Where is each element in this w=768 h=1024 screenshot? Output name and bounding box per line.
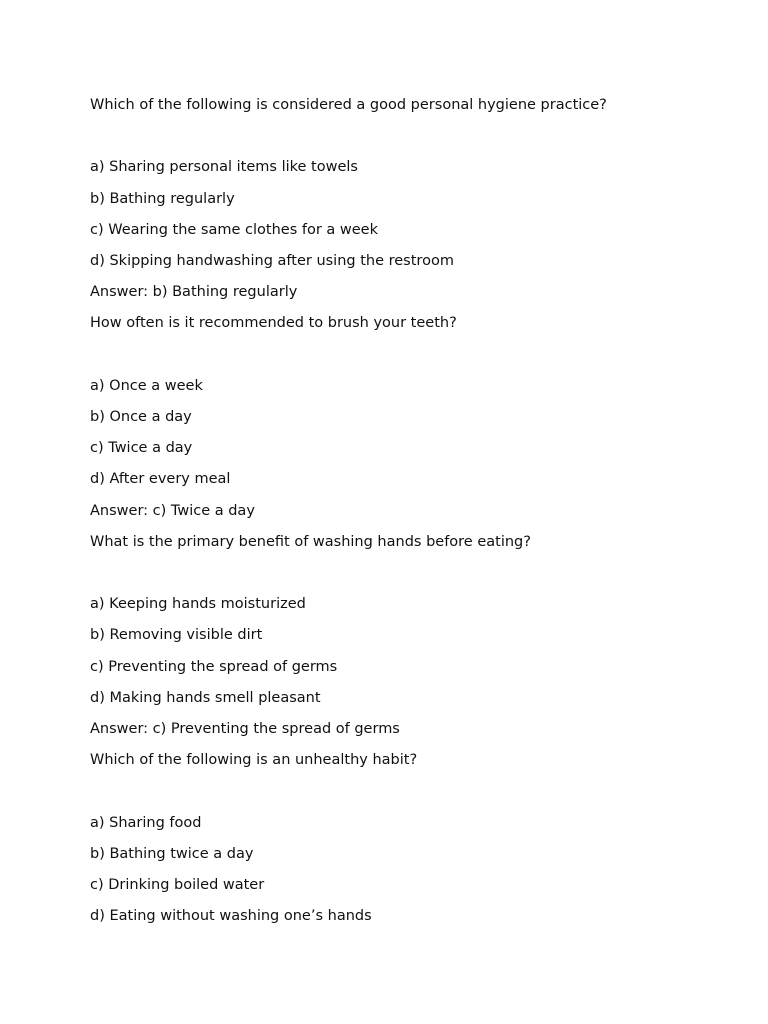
answer-text: Answer: c) Preventing the spread of germs [90, 721, 400, 738]
question-text: Which of the following is an unhealthy habit? [90, 752, 418, 769]
question-block-1 [90, 90, 730, 308]
question-block-4 [90, 745, 730, 932]
quiz-document [90, 90, 730, 932]
option-a: a) Keeping hands moisturized [90, 596, 306, 613]
option-d: d) Skipping handwashing after using the restroom [90, 253, 454, 269]
option-c: c) Wearing the same clothes for a week [90, 221, 378, 238]
question-text: How often is it recommended to brush your teeth? [90, 315, 457, 332]
option-c: c) Drinking boiled water [90, 877, 265, 894]
answer-text: Answer: b) Bathing regularly [90, 284, 298, 301]
option-b: b) Bathing twice a day [90, 845, 254, 862]
option-a: a) Once a week [90, 377, 203, 394]
question-block-3 [90, 527, 730, 745]
option-c: c) Twice a day [90, 440, 193, 457]
question-text: Which of the following is considered a good personal hygiene practice? [90, 97, 607, 113]
option-d: d) Making hands smell pleasant [90, 689, 321, 706]
question-block-2 [90, 308, 730, 526]
option-b: b) Bathing regularly [90, 190, 235, 207]
question-text: What is the primary benefit of washing hands before eating? [90, 533, 531, 550]
option-c: c) Preventing the spread of germs [90, 658, 338, 675]
answer-text: Answer: c) Twice a day [90, 502, 255, 519]
option-a: a) Sharing food [90, 814, 202, 831]
option-d: d) Eating without washing one’s hands [90, 908, 372, 925]
option-b: b) Removing visible dirt [90, 627, 263, 644]
option-b: b) Once a day [90, 409, 192, 425]
option-a: a) Sharing personal items like towels [90, 159, 358, 176]
option-d: d) After every meal [90, 471, 231, 488]
